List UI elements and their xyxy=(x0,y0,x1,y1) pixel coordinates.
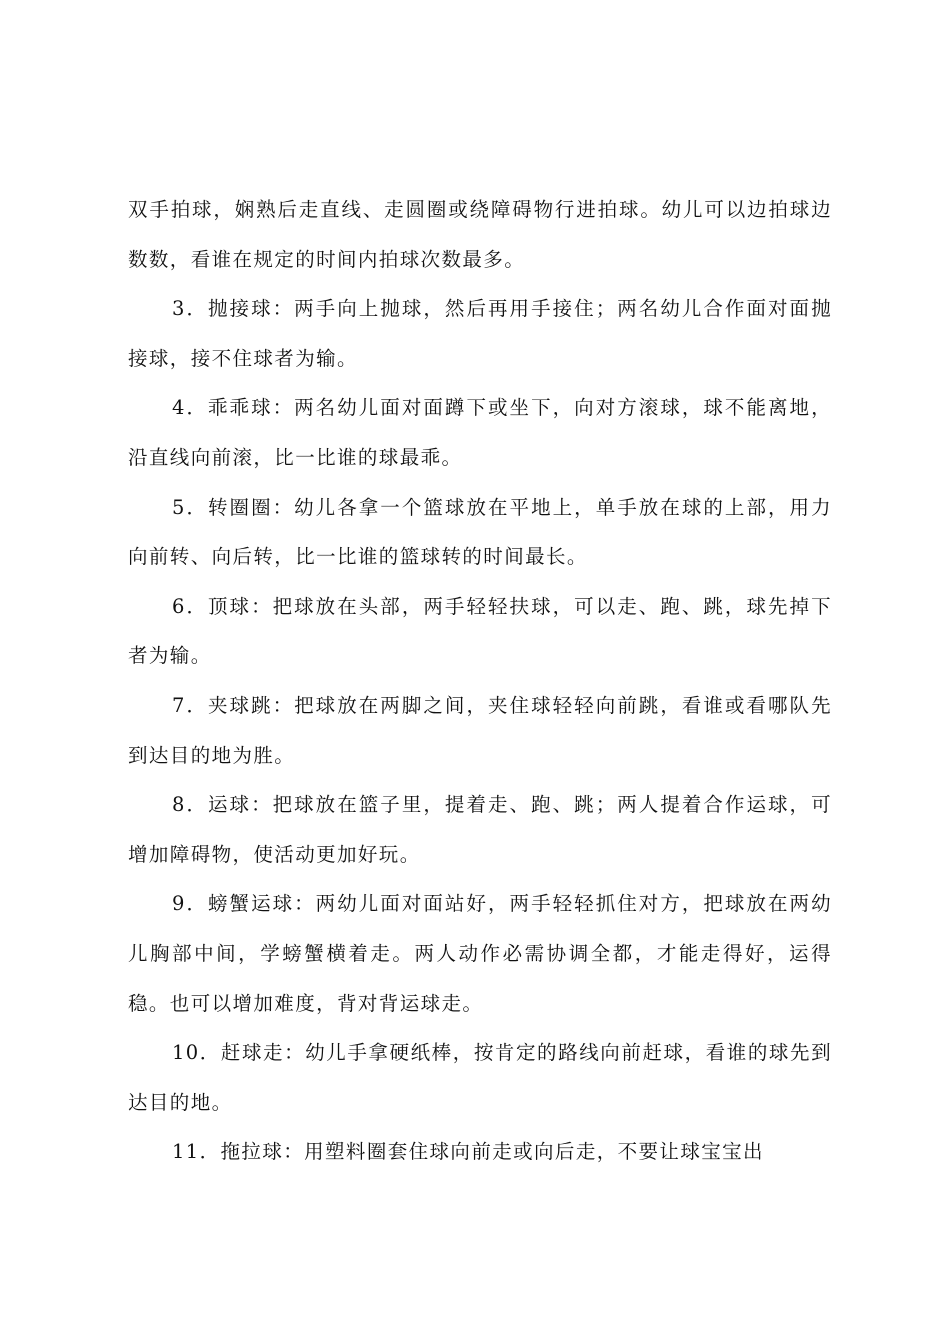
document-body xyxy=(128,185,832,1177)
paragraph-item-10: 10．赶球走：幼儿手拿硬纸棒，按肯定的路线向前赶球，看谁的球先到达目的地。 xyxy=(128,1041,832,1114)
paragraph-item-4: 4．乖乖球：两名幼儿面对面蹲下或坐下，向对方滚球，球不能离地，沿直线向前滚，比一比谁的球最乖。 xyxy=(128,396,832,469)
paragraph-item-3: 3．抛接球：两手向上抛球，然后再用手接住；两名幼儿合作面对面抛接球，接不住球者为输。 xyxy=(128,297,832,370)
paragraph-continued: 双手拍球，娴熟后走直线、走圆圈或绕障碍物行进拍球。幼儿可以边拍球边数数，看谁在规定的时间内拍球次数最多。 xyxy=(128,198,832,271)
paragraph-item-5: 5．转圈圈：幼儿各拿一个篮球放在平地上，单手放在球的上部，用力向前转、向后转，比一比谁的篮球转的时间最长。 xyxy=(128,495,832,569)
paragraph-item-9: 9．螃蟹运球：两幼儿面对面站好，两手轻轻抓住对方，把球放在两幼儿胸部中间，学螃蟹横着走。两人动作必需协调全都，才能走得好，运得稳。也可以增加难度，背对背运球走。 xyxy=(128,892,832,1015)
paragraph-item-8: 8．运球：把球放在篮子里，提着走、跑、跳；两人提着合作运球，可增加障碍物，使活动更加好玩。 xyxy=(128,793,832,866)
paragraph-item-7: 7．夹球跳：把球放在两脚之间，夹住球轻轻向前跳，看谁或看哪队先到达目的地为胜。 xyxy=(128,693,832,767)
paragraph-item-6: 6．顶球：把球放在头部，两手轻轻扶球，可以走、跑、跳，球先掉下者为输。 xyxy=(128,594,832,668)
paragraph-item-11: 11．拖拉球：用塑料圈套住球向前走或向后走，不要让球宝宝出 xyxy=(172,1140,764,1164)
